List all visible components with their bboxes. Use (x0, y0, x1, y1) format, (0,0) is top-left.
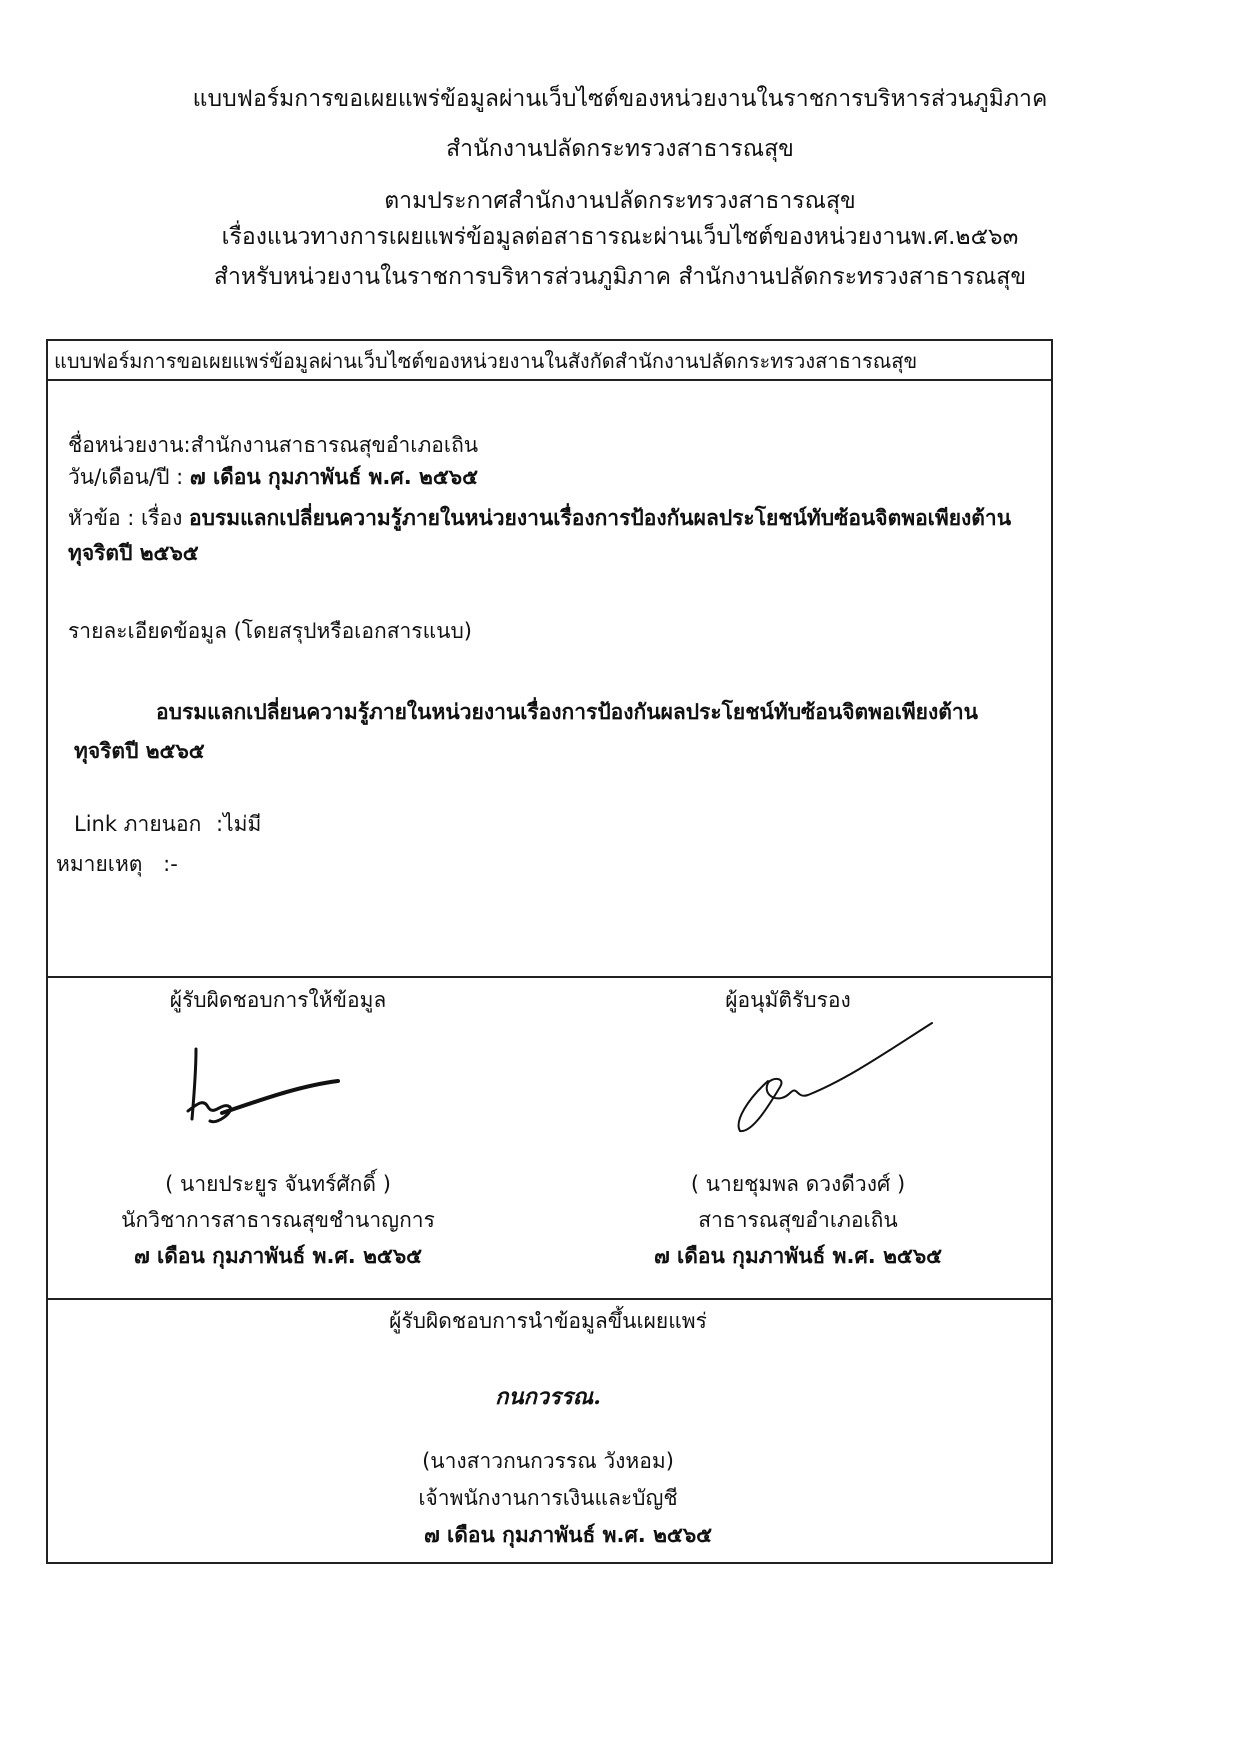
remark-row (56, 850, 178, 878)
form-title: แบบฟอร์มการขอเผยแพร่ข้อมูลผ่านเว็บไซต์ของหน่วยงานในสังกัดสำนักงานปลัดกระทรวงสาธารณสุข (54, 349, 918, 373)
responsible-position: นักวิชาการสาธารณสุขชำนาญการ (121, 1208, 435, 1232)
link-row (74, 810, 261, 838)
remark-value: :- (163, 852, 178, 876)
divider-publisher (48, 1298, 1051, 1300)
approver-heading: ผู้อนุมัติรับรอง (725, 988, 851, 1012)
header-line-2: สำนักงานปลัดกระทรวงสาธารณสุข (446, 136, 794, 162)
details-line-2: ทุจริตปี ๒๕๖๕ (74, 739, 205, 763)
responsible-signature (178, 1041, 378, 1131)
approver-name: ( นายชุมพล ดวงดีวงศ์ ) (690, 1172, 906, 1196)
remark-label: หมายเหตุ (56, 852, 143, 876)
date-label: วัน/เดือน/ปี : (68, 465, 184, 489)
publisher-name: (นางสาวกนกวรรณ วังหอม) (422, 1449, 674, 1473)
unit-value: สำนักงานสาธารณสุขอำเภอเถิน (190, 433, 479, 457)
header-line-1: แบบฟอร์มการขอเผยแพร่ข้อมูลผ่านเว็บไซต์ของหน่วยงานในราชการบริหารส่วนภูมิภาค (192, 86, 1048, 112)
topic-label: หัวข้อ : เรื่อง (68, 506, 183, 530)
unit-row (68, 431, 478, 459)
unit-label: ชื่อหน่วยงาน: (68, 433, 191, 457)
approver-signature (728, 1021, 938, 1141)
header-line-4: เรื่องแนวทางการเผยแพร่ข้อมูลต่อสาธารณะผ่านเว็บไซต์ของหน่วยงานพ.ศ.๒๕๖๓ (221, 224, 1019, 250)
topic-value-line-2: ทุจริตปี ๒๕๖๕ (68, 541, 199, 565)
publisher-position: เจ้าพนักงานการเงินและบัญชี (418, 1486, 678, 1510)
link-label: Link ภายนอก (74, 812, 202, 836)
responsible-heading: ผู้รับผิดชอบการให้ข้อมูล (169, 988, 387, 1012)
date-row (68, 463, 478, 491)
publisher-signature: กนกวรรณ. (495, 1384, 601, 1410)
publisher-date: ๗ เดือน กุมภาพันธ์ พ.ศ. ๒๕๖๕ (423, 1523, 713, 1547)
details-label: รายละเอียดข้อมูล (โดยสรุปหรือเอกสารแนบ) (68, 619, 472, 643)
date-value: ๗ เดือน กุมภาพันธ์ พ.ศ. ๒๕๖๕ (189, 465, 478, 489)
form-box (46, 339, 1053, 1564)
topic-value-line-1: อบรมแลกเปลี่ยนความรู้ภายในหน่วยงานเรื่องการป้องกันผลประโยชน์ทับซ้อนจิตพอเพียงต้าน (189, 506, 1012, 530)
responsible-date: ๗ เดือน กุมภาพันธ์ พ.ศ. ๒๕๖๕ (133, 1244, 423, 1268)
approver-position: สาธารณสุขอำเภอเถิน (698, 1208, 898, 1232)
header-line-3: ตามประกาศสำนักงานปลัดกระทรวงสาธารณสุข (384, 188, 856, 214)
divider-title (48, 379, 1051, 381)
header-line-5: สำหรับหน่วยงานในราชการบริหารส่วนภูมิภาค สำนักงานปลัดกระทรวงสาธารณสุข (213, 264, 1027, 290)
publisher-heading: ผู้รับผิดชอบการนำข้อมูลขึ้นเผยแพร่ (389, 1309, 707, 1333)
details-line-1: อบรมแลกเปลี่ยนความรู้ภายในหน่วยงานเรื่องการป้องกันผลประโยชน์ทับซ้อนจิตพอเพียงต้าน (156, 700, 979, 724)
responsible-name: ( นายประยูร จันทร์ศักดิ์ ) (165, 1172, 391, 1196)
divider-signatures (48, 976, 1051, 978)
link-value: :ไม่มี (216, 812, 262, 836)
approver-date: ๗ เดือน กุมภาพันธ์ พ.ศ. ๒๕๖๕ (653, 1244, 943, 1268)
topic-row (68, 504, 1011, 532)
